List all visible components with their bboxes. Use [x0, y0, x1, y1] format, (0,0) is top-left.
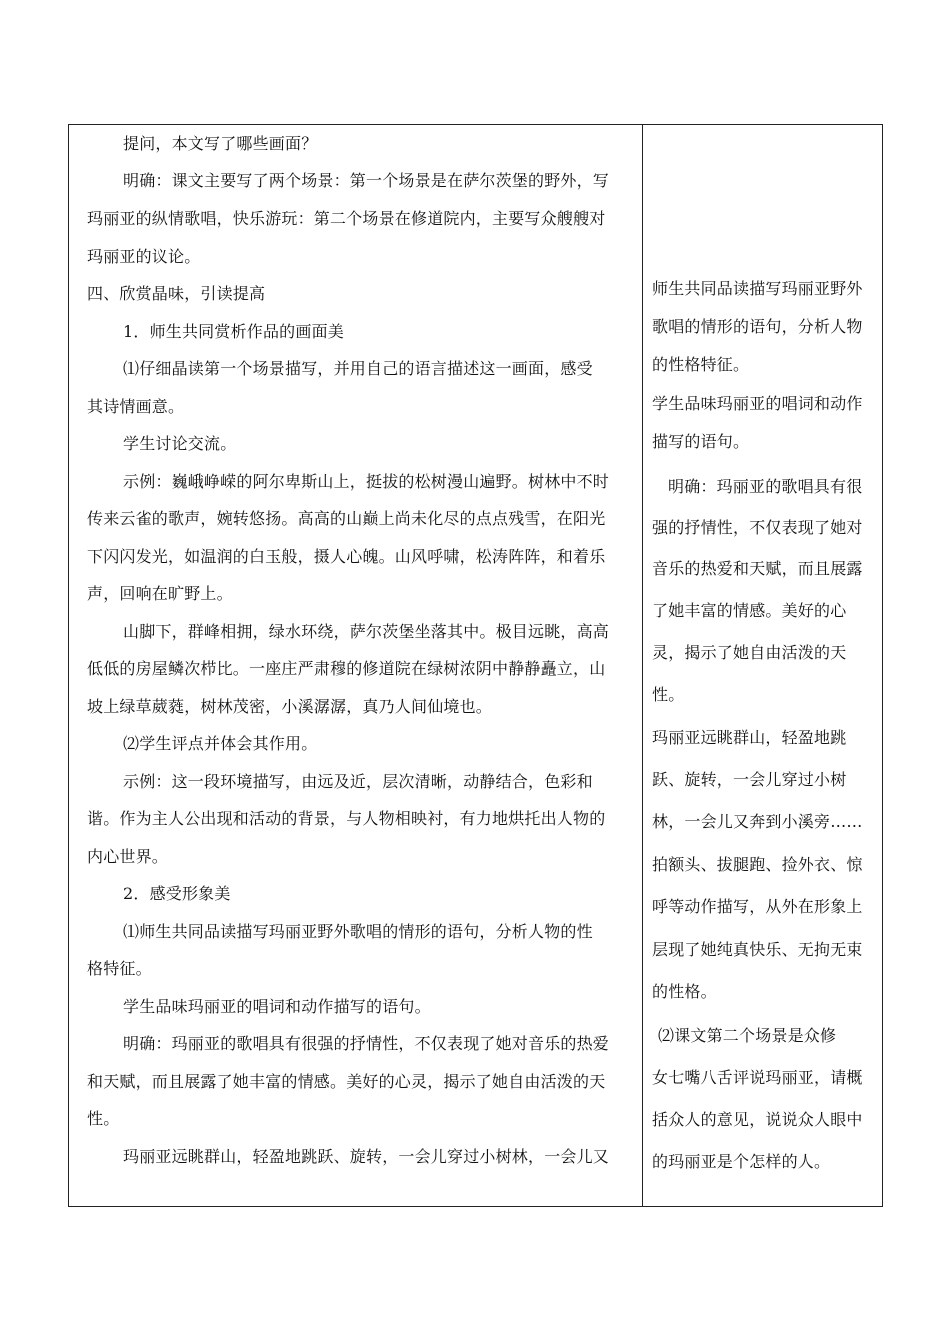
- left-line: 其诗情画意。: [87, 397, 185, 416]
- lesson-plan-table: [68, 124, 883, 1207]
- section-heading: 四、欣赏晶味，引读提高: [87, 284, 266, 303]
- right-line: 跃、旋转，一会儿穿过小树: [652, 770, 847, 789]
- left-line: 学生讨论交流。: [123, 434, 237, 453]
- right-line: 音乐的热爱和天赋，而且展露: [652, 559, 863, 578]
- right-line: 描写的语句。: [652, 432, 750, 451]
- right-line: 女七嘴八舌评说玛丽亚，请概: [652, 1068, 863, 1087]
- right-line: 明确：玛丽亚的歌唱具有很: [668, 477, 863, 496]
- left-line: 低低的房屋鳞次栉比。一座庄严肃穆的修道院在绿树浓阴中静静矗立，山: [87, 659, 606, 678]
- right-line: 强的抒情性，不仅表现了她对: [652, 518, 863, 537]
- right-line: 层现了她纯真快乐、无拘无束: [652, 940, 863, 959]
- left-line: 和天赋，而且展露了她丰富的情感。美好的心灵，揭示了她自由活泼的天: [87, 1072, 606, 1091]
- left-line: 谐。作为主人公出现和活动的背景，与人物相映衬，有力地烘托出人物的: [87, 809, 606, 828]
- left-line: 玛丽亚远眺群山，轻盈地跳跃、旋转，一会儿穿过小树林，一会儿又: [123, 1147, 610, 1166]
- left-line: 内心世界。: [87, 847, 169, 866]
- left-line: 玛丽亚的纵情歌唱，快乐游玩：第二个场景在修道院内，主要写众艘艘对: [87, 209, 606, 228]
- left-line: 2．感受形象美: [123, 884, 231, 903]
- right-line: 歌唱的情形的语句，分析人物: [652, 317, 863, 336]
- left-line: 坡上绿草葳蕤，树林茂密，小溪潺潺，真乃人间仙境也。: [87, 697, 493, 716]
- left-line: 示例：巍峨峥嵘的阿尔卑斯山上，挺拔的松树漫山遍野。树林中不时: [123, 472, 610, 491]
- right-line: 的性格。: [652, 982, 717, 1001]
- left-line: 提问，本文写了哪些画面？: [123, 134, 318, 153]
- right-line: 林，一会儿又奔到小溪旁……: [652, 812, 863, 831]
- right-line: 性。: [652, 685, 685, 704]
- left-line: ⑵学生评点并体会其作用。: [123, 734, 318, 753]
- left-line: ⑴师生共同品读描写玛丽亚野外歌唱的情形的语句，分析人物的性: [123, 922, 593, 941]
- right-line: 的性格特征。: [652, 355, 750, 374]
- left-line: ⑴仔细晶读第一个场景描写，并用自己的语言描述这一画面，感受: [123, 359, 593, 378]
- left-line: 明确：玛丽亚的歌唱具有很强的抒情性，不仅表现了她对音乐的热爱: [123, 1034, 610, 1053]
- right-line: 呼等动作描写，从外在形象上: [652, 897, 863, 916]
- left-line: 下闪闪发光，如温润的白玉般，摄人心魄。山风呼啸，松涛阵阵，和着乐: [87, 547, 606, 566]
- left-line: 山脚下，群峰相拥，绿水环绕，萨尔茨堡坐落其中。极目远眺，高高: [123, 622, 610, 641]
- right-line: 玛丽亚远眺群山，轻盈地跳: [652, 728, 847, 747]
- left-line: 1．师生共同赏析作品的画面美: [123, 322, 344, 341]
- left-line: 学生品味玛丽亚的唱词和动作描写的语句。: [123, 997, 431, 1016]
- left-line: 玛丽亚的议论。: [87, 247, 201, 266]
- right-line: 学生品味玛丽亚的唱词和动作: [652, 394, 863, 413]
- right-line: 师生共同品读描写玛丽亚野外: [652, 279, 863, 298]
- right-line: 的玛丽亚是个怎样的人。: [652, 1152, 831, 1171]
- design-intent-column: [644, 125, 884, 1206]
- left-line: 传来云雀的歌声，婉转悠扬。高高的山巅上尚未化尽的点点残雪，在阳光: [87, 509, 606, 528]
- right-line: 灵，揭示了她自由活泼的天: [652, 643, 847, 662]
- teaching-process-column: [69, 125, 642, 1206]
- column-divider: [642, 125, 643, 1206]
- right-line: 拍额头、拔腿跑、捡外衣、惊: [652, 855, 863, 874]
- left-line: 格特征。: [87, 959, 152, 978]
- right-line: ⑵课文第二个场景是众修: [658, 1026, 837, 1045]
- right-line: 括众人的意见，说说众人眼中: [652, 1110, 863, 1129]
- right-line: 了她丰富的情感。美好的心: [652, 601, 847, 620]
- left-line: 声，回响在旷野上。: [87, 584, 233, 603]
- left-line: 明确：课文主要写了两个场景：第一个场景是在萨尔茨堡的野外，写: [123, 171, 610, 190]
- left-line: 性。: [87, 1109, 120, 1128]
- left-line: 示例：这一段环境描写，由远及近，层次清晰，动静结合，色彩和: [123, 772, 593, 791]
